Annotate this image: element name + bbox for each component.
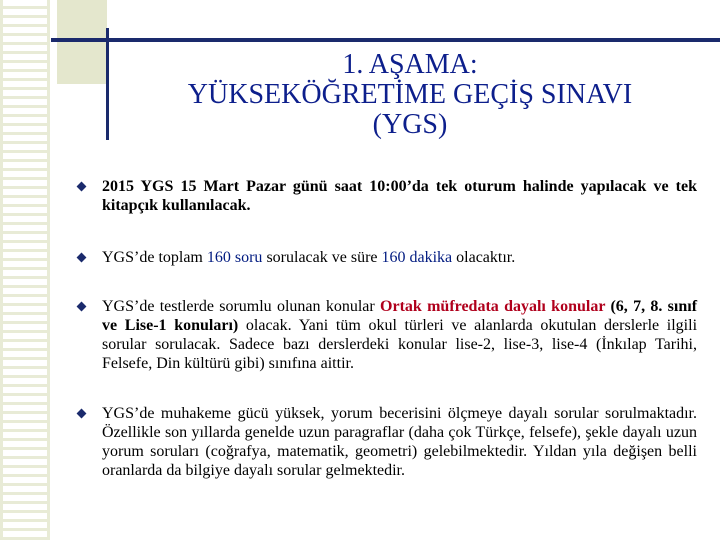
striped-margin-border xyxy=(0,0,50,540)
bullet-item-exam-date xyxy=(75,177,697,215)
bullet-diamond-icon xyxy=(77,409,87,419)
title-line-3: (YGS) xyxy=(372,109,448,140)
bullet-diamond-icon xyxy=(77,253,87,263)
decorative-block xyxy=(57,0,107,84)
bullet-diamond-icon xyxy=(77,182,87,192)
bullet-item-question-count xyxy=(75,248,697,267)
bullet-text: YGS’de testlerde sorumlu olunan konular xyxy=(102,298,381,315)
bullet-list xyxy=(75,177,697,480)
bullet-item-reasoning xyxy=(75,404,697,480)
slide-title xyxy=(110,50,710,140)
bullet-text: olacaktır. xyxy=(452,249,516,266)
bullet-item-curriculum xyxy=(75,297,697,373)
title-line-2: YÜKSEKÖĞRETİME GEÇİŞ SINAVI xyxy=(187,79,633,110)
bullet-text: olacak. Yani tüm okul türleri ve alanlarda okutulan derslerle ilgili sorular sorulacak. Sadece bazı derslerdeki konular lise-2, lise-3, lise-4 (İnkılap Tarihi, Felsefe, Din kültürü gibi) sınıfına aittir. xyxy=(102,317,698,372)
bullet-text: YGS’de toplam xyxy=(102,249,207,266)
title-rule xyxy=(51,38,720,42)
title-line-1: 1. AŞAMA: xyxy=(342,49,478,80)
bullet-text: sorulacak ve süre xyxy=(262,249,382,266)
highlight-grade-levels: (6, 7, 8. sınıf ve Lise-1 konuları) xyxy=(102,298,698,334)
bullet-text: YGS’de muhakeme gücü yüksek, yorum becerisini ölçmeye dayalı sorular sorulmaktadır. Özellikle son yıllarda genelde uzun paragraflar (daha çok Türkçe, felsefe), şekle dayalı uzun yorum soruları (coğrafya, matematik, geometri) gelebilmektedir. Yıldan yıla değişen belli oranlarda da bilgiye dayalı sorular gelmektedir. xyxy=(102,405,697,479)
highlight-duration: 160 dakika xyxy=(381,249,453,266)
bullet-diamond-icon xyxy=(77,302,87,312)
bullet-text: 2015 YGS 15 Mart Pazar günü saat 10:00’da tek oturum halinde yapılacak ve tek kitapçık kullanılacak. xyxy=(102,178,697,214)
highlight-question-count: 160 soru xyxy=(206,249,263,266)
highlight-common-curriculum: Ortak müfredata dayalı konular xyxy=(380,298,606,315)
vertical-rule xyxy=(106,28,109,140)
